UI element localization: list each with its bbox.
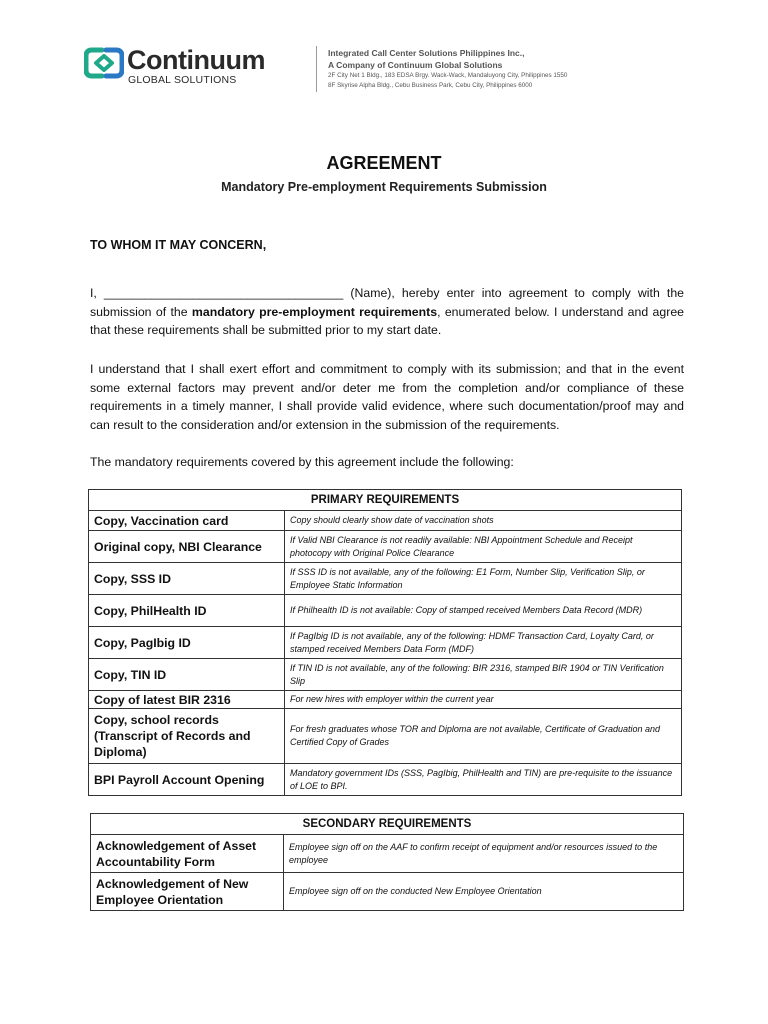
description-cell: If TIN ID is not available, any of the following: BIR 2316, stamped BIR 1904 or TIN Verification Slip xyxy=(285,659,682,691)
salutation: TO WHOM IT MAY CONCERN, xyxy=(90,238,267,252)
requirement-cell: Copy of latest BIR 2316 xyxy=(89,691,285,709)
description-cell: If PagIbig ID is not available, any of the following: HDMF Transaction Card, Loyalty Card, or stamped received Members Data Form (MDF) xyxy=(285,627,682,659)
table-row xyxy=(89,563,682,595)
primary-requirements-table xyxy=(88,489,682,796)
table-row xyxy=(91,873,684,911)
table-row xyxy=(89,627,682,659)
table-row xyxy=(89,595,682,627)
table-row xyxy=(91,835,684,873)
company-address-1: 2F City Net 1 Bldg., 183 EDSA Brgy. Wack-Wack, Mandaluyong City, Philippines 1550 xyxy=(328,72,568,79)
paragraph-text: , enumerated below. I understand and agree that these requirements shall be submitted prior to my start date. xyxy=(90,304,684,337)
requirement-cell: Acknowledgement of New Employee Orientation xyxy=(91,873,284,911)
table-row xyxy=(89,659,682,691)
table-row xyxy=(89,691,682,709)
company-address-2: 8F Skyrise Alpha Bldg., Cebu Business Park, Cebu City, Philippines 6000 xyxy=(328,82,533,89)
table-header: PRIMARY REQUIREMENTS xyxy=(89,490,682,511)
paragraph-bold-text: mandatory pre-employment requirements xyxy=(191,304,438,319)
requirement-cell: Copy, TIN ID xyxy=(89,659,285,691)
document-title: AGREEMENT xyxy=(326,153,442,173)
description-cell: Employee sign off on the conducted New Employee Orientation xyxy=(284,873,684,911)
requirements-intro: The mandatory requirements covered by this agreement include the following: xyxy=(90,455,514,469)
table-row xyxy=(89,764,682,796)
table-row xyxy=(89,531,682,563)
header-divider xyxy=(316,46,317,92)
commitment-paragraph: I understand that I shall exert effort and commitment to comply with its submission; and that in the event some external factors may prevent and/or deter me from the completion and/or compliance of these requirements in a timely manner, I shall provide valid evidence, where such documentation/proof may and can result to the consideration and/or extension in the submission of the requirements. xyxy=(90,362,684,432)
requirement-cell: Copy, PagIbig ID xyxy=(89,627,285,659)
company-name: Integrated Call Center Solutions Philippines Inc., xyxy=(328,48,525,58)
company-info xyxy=(328,47,728,91)
requirement-cell: Acknowledgement of Asset Accountability Form xyxy=(91,835,284,873)
table-header: SECONDARY REQUIREMENTS xyxy=(91,814,684,835)
requirement-cell: BPI Payroll Account Opening xyxy=(89,764,285,796)
logo-wordmark: Continuum xyxy=(127,45,265,75)
table-row xyxy=(89,511,682,531)
company-logo xyxy=(84,44,274,90)
paragraph-text: I, ___________________________________ (Name), hereby enter into agreement to comply with the submission of the xyxy=(90,286,684,319)
requirement-cell: Original copy, NBI Clearance xyxy=(89,531,285,563)
table-row xyxy=(89,709,682,764)
document-subtitle: Mandatory Pre-employment Requirements Submission xyxy=(221,180,547,194)
continuum-logo-icon xyxy=(84,46,124,80)
description-cell: Copy should clearly show date of vaccination shots xyxy=(285,511,682,531)
secondary-requirements-table xyxy=(90,813,684,911)
logo-tagline: GLOBAL SOLUTIONS xyxy=(128,74,237,86)
description-cell: For new hires with employer within the current year xyxy=(285,691,682,709)
company-parent: A Company of Continuum Global Solutions xyxy=(328,60,503,70)
agreement-paragraph xyxy=(90,284,684,340)
description-cell: If SSS ID is not available, any of the following: E1 Form, Number Slip, Verification Slip, or Employee Static Information xyxy=(285,563,682,595)
requirement-cell: Copy, school records (Transcript of Records and Diploma) xyxy=(89,709,285,764)
description-cell: Employee sign off on the AAF to confirm receipt of equipment and/or resources issued to the employee xyxy=(284,835,684,873)
requirement-cell: Copy, Vaccination card xyxy=(89,511,285,531)
description-cell: If Valid NBI Clearance is not readily available: NBI Appointment Schedule and Receipt photocopy with Original Police Clearance xyxy=(285,531,682,563)
description-cell: Mandatory government IDs (SSS, PagIbig, PhilHealth and TIN) are pre-requisite to the issuance of LOE to BPI. xyxy=(285,764,682,796)
requirement-cell: Copy, SSS ID xyxy=(89,563,285,595)
requirement-cell: Copy, PhilHealth ID xyxy=(89,595,285,627)
description-cell: For fresh graduates whose TOR and Diploma are not available, Certificate of Graduation and Certified Copy of Grades xyxy=(285,709,682,764)
description-cell: If Philhealth ID is not available: Copy of stamped received Members Data Record (MDR) xyxy=(285,595,682,627)
